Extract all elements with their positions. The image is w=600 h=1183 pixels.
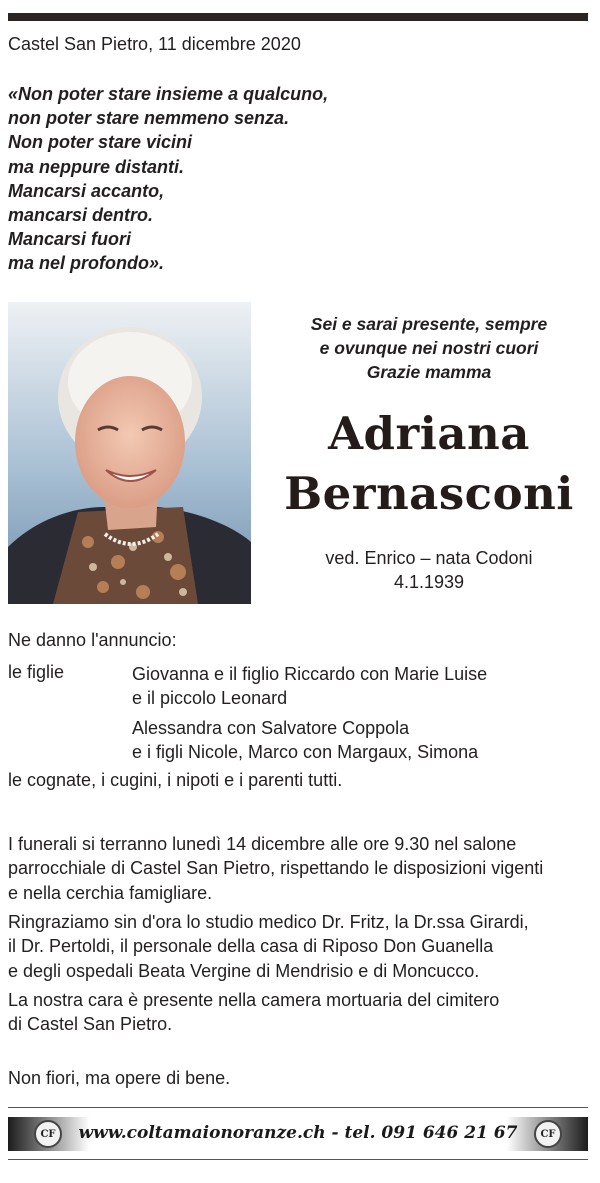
paragraph-line: il Dr. Pertoldi, il personale della casa di Riposo Don Guanella: [8, 936, 494, 957]
poem-line: non poter stare nemmeno senza.: [8, 108, 290, 129]
birth-date: 4.1.1939: [393, 572, 465, 592]
dedication-line: Sei e sarai presente, sempre: [310, 314, 548, 334]
poem: [8, 82, 328, 276]
top-divider: [8, 13, 588, 21]
relatives-line: Alessandra con Salvatore Coppola: [132, 718, 410, 738]
poem-line: ma neppure distanti.: [8, 156, 185, 177]
relation-label: le figlie: [8, 662, 65, 682]
paragraph-line: La nostra cara è presente nella camera mortuaria del cimitero: [8, 990, 500, 1010]
paragraph-line: di Castel San Pietro.: [8, 1014, 173, 1035]
portrait-icon: [8, 302, 251, 604]
poem-line: Mancarsi fuori: [8, 229, 132, 250]
relatives-group: [132, 662, 487, 710]
place-date: Castel San Pietro, 11 dicembre 2020: [8, 34, 301, 54]
paragraph-line: parrocchiale di Castel San Pietro, rispettando le disposizioni vigenti: [8, 858, 544, 879]
relatives-line: e il piccolo Leonard: [132, 688, 288, 708]
footer-divider: [8, 1159, 588, 1160]
poem-line: Non poter stare vicini: [8, 132, 193, 153]
paragraph-line: Ringraziamo sin d'ora lo studio medico Dr. Fritz, la Dr.ssa Girardi,: [8, 912, 529, 932]
mortuary-paragraph: [8, 988, 499, 1037]
poem-line: ma nel profondo».: [8, 253, 165, 274]
other-relatives: le cognate, i cugini, i nipoti e i parenti tutti.: [8, 770, 343, 790]
footer-contact[interactable]: www.coltamaionoranze.ch - tel. 091 646 21 67: [78, 1123, 518, 1143]
deceased-details: [270, 546, 588, 594]
deceased-first-name: Adriana: [328, 407, 530, 460]
footer-divider: [8, 1107, 588, 1108]
relatives-line: e i figli Nicole, Marco con Margaux, Simona: [132, 742, 479, 762]
logo-text: CF: [540, 1128, 556, 1140]
logo-text: CF: [40, 1128, 56, 1140]
funeral-info-paragraph: [8, 832, 543, 905]
dedication-line: Grazie mamma: [366, 362, 492, 382]
poem-line: «Non poter stare insieme a qualcuno,: [8, 84, 329, 104]
paragraph-line: I funerali si terranno lunedì 14 dicembre alle ore 9.30 nel salone: [8, 834, 517, 854]
dedication-line: e ovunque nei nostri cuori: [319, 338, 539, 358]
thanks-paragraph: [8, 910, 529, 983]
poem-line: mancarsi dentro.: [8, 205, 154, 226]
footer-bar: [8, 1117, 588, 1151]
deceased-last-name: Bernasconi: [284, 467, 574, 520]
paragraph-line: e nella cerchia famigliare.: [8, 882, 213, 903]
relatives-group: [132, 716, 478, 764]
deceased-note: ved. Enrico – nata Codoni: [325, 548, 533, 568]
closing-note: Non fiori, ma opere di bene.: [8, 1068, 231, 1088]
paragraph-line: e degli ospedali Beata Vergine di Mendrisio e di Moncucco.: [8, 960, 480, 981]
relatives-line: Giovanna e il figlio Riccardo con Marie Luise: [132, 664, 488, 684]
dedication: [270, 312, 588, 384]
announcement-intro: Ne danno l'annuncio:: [8, 630, 177, 650]
portrait-photo: [8, 302, 251, 604]
funeral-home-logo-icon: [534, 1120, 562, 1148]
poem-line: Mancarsi accanto,: [8, 180, 165, 201]
